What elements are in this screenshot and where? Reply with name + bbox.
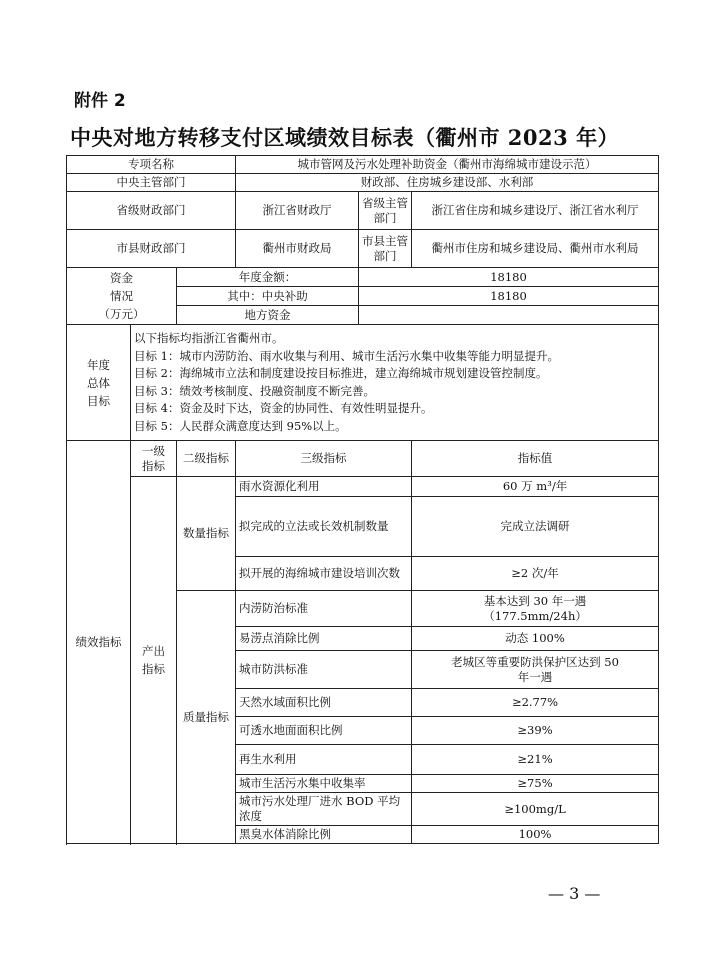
indicator-value: ≥2.77% [412,689,659,717]
attachment-label: 附件 2 [74,91,126,111]
annual-goals-label: 年度 总体 目标 [67,325,131,441]
prov-dept-label: 省级主管部门 [359,192,412,230]
level1-header: 一级 指标 [131,441,177,477]
indicator-value: ≥21% [412,745,659,775]
indicator-name: 城市生活污水集中收集率 [236,775,412,793]
city-finance-label: 市县财政部门 [67,230,236,268]
city-dept-value: 衢州市住房和城乡建设局、衢州市水利局 [412,230,659,268]
prov-finance-label: 省级财政部门 [67,192,236,230]
performance-label: 绩效指标 [67,441,131,844]
indicator-value: 老城区等重要防洪保护区达到 50 年一遇 [412,651,659,689]
page-number: — 3 — [548,884,601,903]
level2-header: 二级指标 [177,441,236,477]
funds-local-label: 地方资金 [177,306,359,325]
project-name-value: 城市管网及污水处理补助资金（衢州市海绵城市建设示范） [236,156,659,174]
indicator-value: ≥75% [412,775,659,793]
central-dept-label: 中央主管部门 [67,174,236,192]
goal-line: 目标 3：绩效考核制度、投融资制度不断完善。 [134,383,375,398]
performance-goal-table [66,155,659,844]
indicator-value: 60 万 m³/年 [412,477,659,497]
indicator-name: 可透水地面面积比例 [236,717,412,745]
funds-central-label: 其中：中央补助 [177,287,359,306]
city-finance-value: 衢州市财政局 [236,230,359,268]
indicator-name: 城市污水处理厂进水 BOD 平均浓度 [236,793,412,826]
indicator-value: 100% [412,826,659,844]
city-dept-label: 市县主管部门 [359,230,412,268]
indicator-value: ≥100mg/L [412,793,659,826]
value-header: 指标值 [412,441,659,477]
funds-central-value: 18180 [359,287,659,306]
indicator-name: 拟完成的立法或长效机制数量 [236,497,412,557]
goal-line: 目标 1：城市内涝防治、雨水收集与利用、城市生活污水集中收集等能力明显提升。 [134,348,559,363]
prov-dept-value: 浙江省住房和城乡建设厅、浙江省水利厅 [412,192,659,230]
project-name-label: 专项名称 [67,156,236,174]
quantity-label: 数量指标 [177,477,236,591]
indicator-name: 雨水资源化利用 [236,477,412,497]
funds-label: 资金 情况 （万元） [67,268,177,325]
indicator-value: ≥2 次/年 [412,557,659,591]
funds-annual-value: 18180 [359,268,659,287]
page-title: 中央对地方转移支付区域绩效目标表（衢州市 2023 年） [70,125,620,150]
prov-finance-value: 浙江省财政厅 [236,192,359,230]
indicator-name: 城市防洪标准 [236,651,412,689]
indicator-name: 易涝点消除比例 [236,627,412,651]
indicator-value: 基本达到 30 年一遇 （177.5mm/24h） [412,591,659,627]
funds-local-value [359,306,659,325]
indicator-name: 天然水域面积比例 [236,689,412,717]
goal-line: 以下指标均指浙江省衢州市。 [134,331,284,345]
indicator-name: 黑臭水体消除比例 [236,826,412,844]
indicator-name: 内涝防治标准 [236,591,412,627]
central-dept-value: 财政部、住房城乡建设部、水利部 [236,174,659,192]
level1-output-label: 产出 指标 [131,477,177,844]
level3-header: 三级指标 [236,441,412,477]
indicator-name: 拟开展的海绵城市建设培训次数 [236,557,412,591]
funds-annual-label: 年度金额： [177,268,359,287]
goal-line: 目标 4：资金及时下达，资金的协同性、有效性明显提升。 [134,401,433,415]
goal-line: 目标 5：人民群众满意度达到 95%以上。 [134,418,347,433]
quality-label: 质量指标 [177,591,236,844]
annual-goals-content [131,325,659,441]
indicator-name: 再生水利用 [236,745,412,775]
indicator-value: ≥39% [412,717,659,745]
goal-line: 目标 2：海绵城市立法和制度建设按目标推进，建立海绵城市规划建设管控制度。 [134,366,548,380]
indicator-value: 完成立法调研 [412,497,659,557]
indicator-value: 动态 100% [412,627,659,651]
